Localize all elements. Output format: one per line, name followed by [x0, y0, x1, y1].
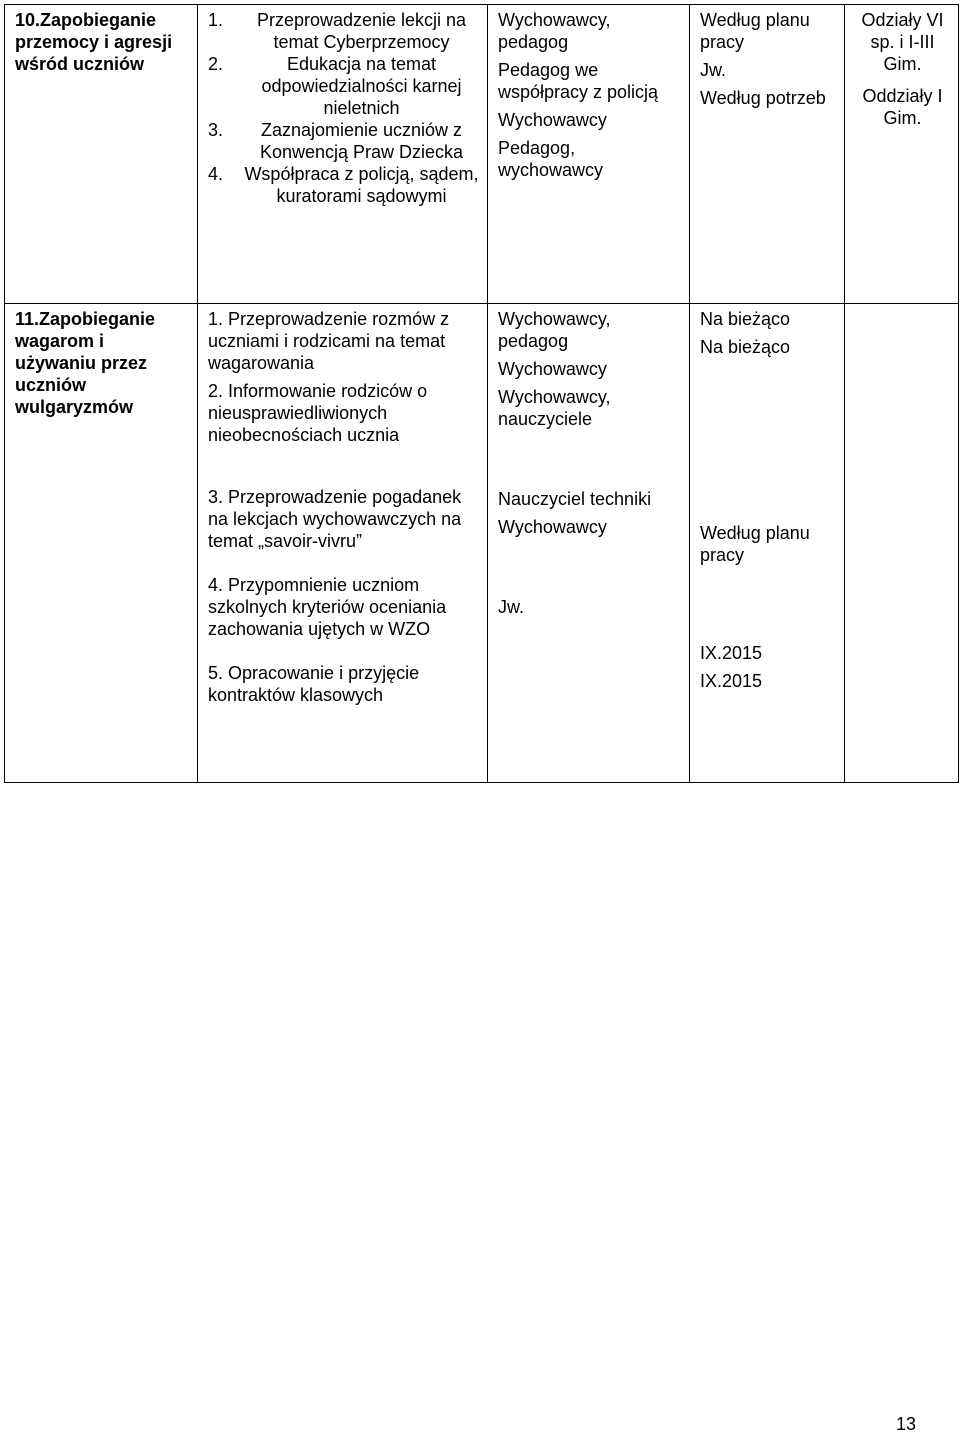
responsible-cell-10	[488, 5, 690, 304]
term-cell-10	[690, 5, 845, 304]
list-item: 3. Przeprowadzenie pogadanek na lekcjach wychowawczych na temat „savoir-vivru”	[208, 487, 462, 551]
list-item: 2. Informowanie rodziców o nieusprawiedliwionych nieobecnościach ucznia	[208, 381, 428, 445]
page-number: 13	[895, 1414, 916, 1434]
classes-cell-11	[845, 304, 959, 783]
list-item: 1. Przeprowadzenie rozmów z uczniami i rodzicami na temat wagarowania	[208, 309, 450, 373]
responsible-text: Wychowawcy, pedagog	[498, 10, 611, 52]
plan-table	[4, 4, 959, 783]
responsible-text: Wychowawcy, pedagog	[498, 309, 611, 351]
term-text: Według planu pracy	[700, 10, 810, 52]
list-item: 4. Współpraca z policją, sądem, kuratorami sądowymi	[208, 164, 479, 206]
area-title-11: 11.Zapobieganie wagarom i używaniu przez uczniów wulgaryzmów	[5, 304, 198, 783]
task-list	[208, 9, 479, 207]
responsible-text: Wychowawcy, nauczyciele	[498, 387, 611, 429]
responsible-text: Jw.	[498, 597, 525, 617]
responsible-cell-11	[488, 304, 690, 783]
table-row	[5, 5, 959, 304]
term-text: Według planu pracy	[700, 523, 810, 565]
area-title-10: 10.Zapobieganie przemocy i agresji wśród uczniów	[5, 5, 198, 304]
tasks-cell-11	[198, 304, 488, 783]
responsible-text: Wychowawcy	[498, 359, 607, 379]
tasks-cell-10	[198, 5, 488, 304]
list-item: 1. Przeprowadzenie lekcji na temat Cyberprzemocy	[208, 10, 467, 52]
classes-text: Oddziały I Gim.	[862, 86, 943, 128]
term-text: Jw.	[700, 60, 727, 80]
responsible-text: Pedagog, wychowawcy	[498, 138, 604, 180]
classes-text: Odziały VI sp. i I-III Gim.	[861, 10, 944, 74]
responsible-text: Pedagog we współpracy z policją	[498, 60, 659, 102]
term-text: Na bieżąco	[700, 337, 791, 357]
responsible-text: Wychowawcy	[498, 110, 607, 130]
list-item: 4. Przypomnienie uczniom szkolnych kryteriów oceniania zachowania ujętych w WZO	[208, 575, 447, 639]
responsible-text: Nauczyciel techniki	[498, 489, 652, 509]
term-text: Na bieżąco	[700, 309, 791, 329]
table-row	[5, 304, 959, 783]
responsible-text: Wychowawcy	[498, 517, 607, 537]
list-item: 2. Edukacja na temat odpowiedzialności karnej nieletnich	[208, 54, 462, 118]
term-text: IX.2015	[700, 643, 763, 663]
term-text: IX.2015	[700, 671, 763, 691]
term-text: Według potrzeb	[700, 88, 826, 108]
list-item: 3. Zaznajomienie uczniów z Konwencją Praw Dziecka	[208, 120, 464, 162]
list-item: 5. Opracowanie i przyjęcie kontraktów klasowych	[208, 663, 420, 705]
term-cell-11	[690, 304, 845, 783]
classes-cell-10	[845, 5, 959, 304]
